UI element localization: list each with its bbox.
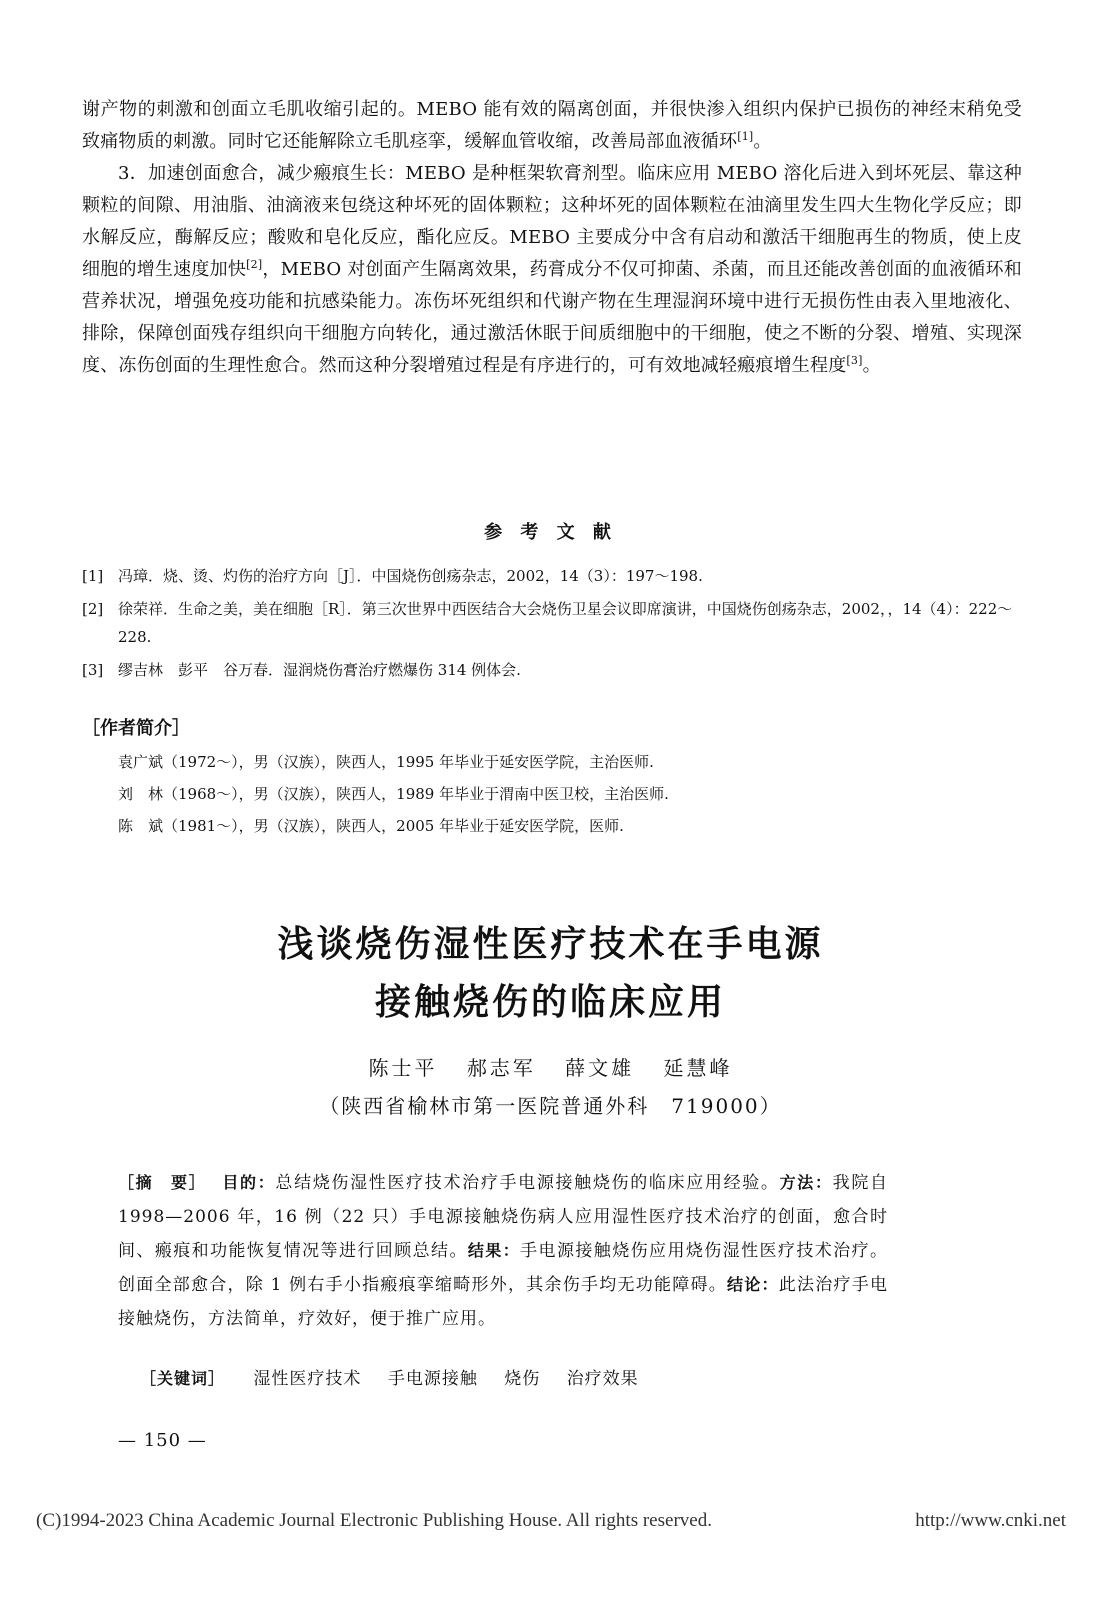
cnki-link[interactable]: http://www.cnki.net bbox=[915, 1510, 1066, 1531]
author-name: 延慧峰 bbox=[663, 1056, 733, 1080]
reference-text: 徐荣祥．生命之美，美在细胞［R］．第三次世界中西医结合大会烧伤卫星会议即席演讲，中国烧伤创疡杂志，2002，，14（4）：222～228. bbox=[118, 600, 1013, 646]
result-text: 手电源接触烧伤应用烧伤湿性医疗技术治疗。创面全部愈合，除 1 例右手小指瘢痕挛缩畸形外，其余伤手均无功能障碍。 bbox=[118, 1241, 888, 1295]
article-title bbox=[0, 916, 1101, 1032]
paragraph-1: 谢产物的刺激和创面立毛肌收缩引起的。MEBO 能有效的隔离创面，并很快渗入组织内保护已损伤的神经末稍免受致痛物质的刺激。同时它还能解除立毛肌痉挛，缓解血管收缩，改善局部血液循环[1]。 bbox=[82, 99, 1022, 152]
result-label: 结果： bbox=[467, 1241, 521, 1260]
keyword: 烧伤 bbox=[504, 1369, 541, 1389]
author-name: 陈士平 bbox=[368, 1056, 438, 1080]
author-name: 薛文雄 bbox=[565, 1056, 635, 1080]
keywords-label: ［关键词］ bbox=[140, 1369, 226, 1388]
reference-item bbox=[82, 656, 1022, 684]
page-number: — 150 — bbox=[118, 1430, 207, 1451]
citation-marker[interactable]: [3] bbox=[846, 354, 863, 367]
article-title-line: 接触烧伤的临床应用 bbox=[374, 982, 726, 1023]
purpose-text: 总结烧伤湿性医疗技术治疗手电源接触烧伤的临床应用经验。 bbox=[275, 1173, 780, 1193]
reference-text: 缪吉林 彭平 谷万春．湿润烧伤膏治疗燃爆伤 314 例体会. bbox=[118, 661, 521, 679]
author-name: 郝志军 bbox=[466, 1056, 536, 1080]
citation-marker[interactable]: [1] bbox=[737, 130, 754, 143]
references-heading: 参 考 文 献 bbox=[484, 522, 617, 543]
author-affiliation: （陕西省榆林市第一医院普通外科 719000） bbox=[319, 1094, 782, 1118]
author-intro-heading: ［作者简介］ bbox=[82, 718, 190, 739]
reference-number: [1] bbox=[82, 567, 104, 585]
keywords bbox=[140, 1364, 659, 1389]
reference-list bbox=[82, 562, 1022, 689]
article-title-line: 浅谈烧伤湿性医疗技术在手电源 bbox=[277, 924, 824, 965]
copyright-text: (C)1994-2023 China Academic Journal Electronic Publishing House. All rights reserved. bbox=[36, 1510, 712, 1531]
paragraph-2: 3．加速创面愈合，减少瘢痕生长：MEBO 是种框架软膏剂型。临床应用 MEBO 溶化后进入到坏死层、靠这种颗粒的间隙、用油脂、油滴液来包绕这种坏死的固体颗粒；这种坏死的固体颗粒在油滴里发生四大生物化学反应；即水解反应，酶解反应；酸败和皂化反应，酯化应反。MEBO 主要成分中含有启动和激活干细胞再生的物质，使上皮细胞的增生速度加快[2]，MEBO 对创面产生隔离效果，药膏成分不仅可抑菌、杀菌，而且还能改善创面的血液循环和营养状况，增强免疫功能和抗感染能力。冻伤坏死组织和代谢产物在生理湿润环境中进行无损伤性由表入里地液化、排除，保障创面残存组织向干细胞方向转化，通过激活休眠于间质细胞中的干细胞，使之不断的分裂、增殖、实现深度、冻伤创面的生理性愈合。然而这种分裂增殖过程是有序进行的，可有效地减轻瘢痕增生程度[3]。 bbox=[82, 163, 1022, 376]
conclusion-text: 此法治疗手电接触烧伤，方法简单，疗效好，便于推广应用。 bbox=[118, 1275, 888, 1329]
author-intro-item: 陈 斌（1981～），男（汉族），陕西人，2005 年毕业于延安医学院，医师. bbox=[118, 817, 624, 835]
keyword: 湿性医疗技术 bbox=[253, 1369, 362, 1389]
abstract-label: ［摘 要］ bbox=[118, 1173, 207, 1192]
keyword: 手电源接触 bbox=[387, 1369, 478, 1389]
abstract bbox=[118, 1166, 888, 1336]
reference-number: [2] bbox=[82, 600, 104, 618]
reference-text: 冯璋．烧、烫、灼伤的治疗方向［J］．中国烧伤创疡杂志，2002，14（3）：197～198. bbox=[118, 567, 703, 585]
article-authors bbox=[0, 1052, 1101, 1081]
reference-number: [3] bbox=[82, 661, 104, 679]
purpose-label: 目的： bbox=[222, 1173, 276, 1192]
copyright-footer bbox=[36, 1510, 1066, 1532]
body-text bbox=[82, 94, 1022, 382]
citation-marker[interactable]: [2] bbox=[246, 258, 263, 271]
reference-item bbox=[82, 595, 1022, 651]
author-intro-list bbox=[118, 746, 669, 842]
method-text: 我院自 1998—2006 年，16 例（22 只）手电源接触烧伤病人应用湿性医疗技术治疗的创面，愈合时间、瘢痕和功能恢复情况等进行回顾总结。 bbox=[118, 1173, 888, 1261]
author-intro-item: 刘 林（1968～），男（汉族），陕西人，1989 年毕业于渭南中医卫校，主治医师. bbox=[118, 785, 669, 803]
method-label: 方法： bbox=[779, 1173, 833, 1192]
author-intro-item: 袁广斌（1972～），男（汉族），陕西人，1995 年毕业于延安医学院，主治医师. bbox=[118, 753, 654, 771]
keyword: 治疗效果 bbox=[566, 1369, 639, 1389]
conclusion-label: 结论： bbox=[727, 1275, 779, 1294]
reference-item bbox=[82, 562, 1022, 590]
